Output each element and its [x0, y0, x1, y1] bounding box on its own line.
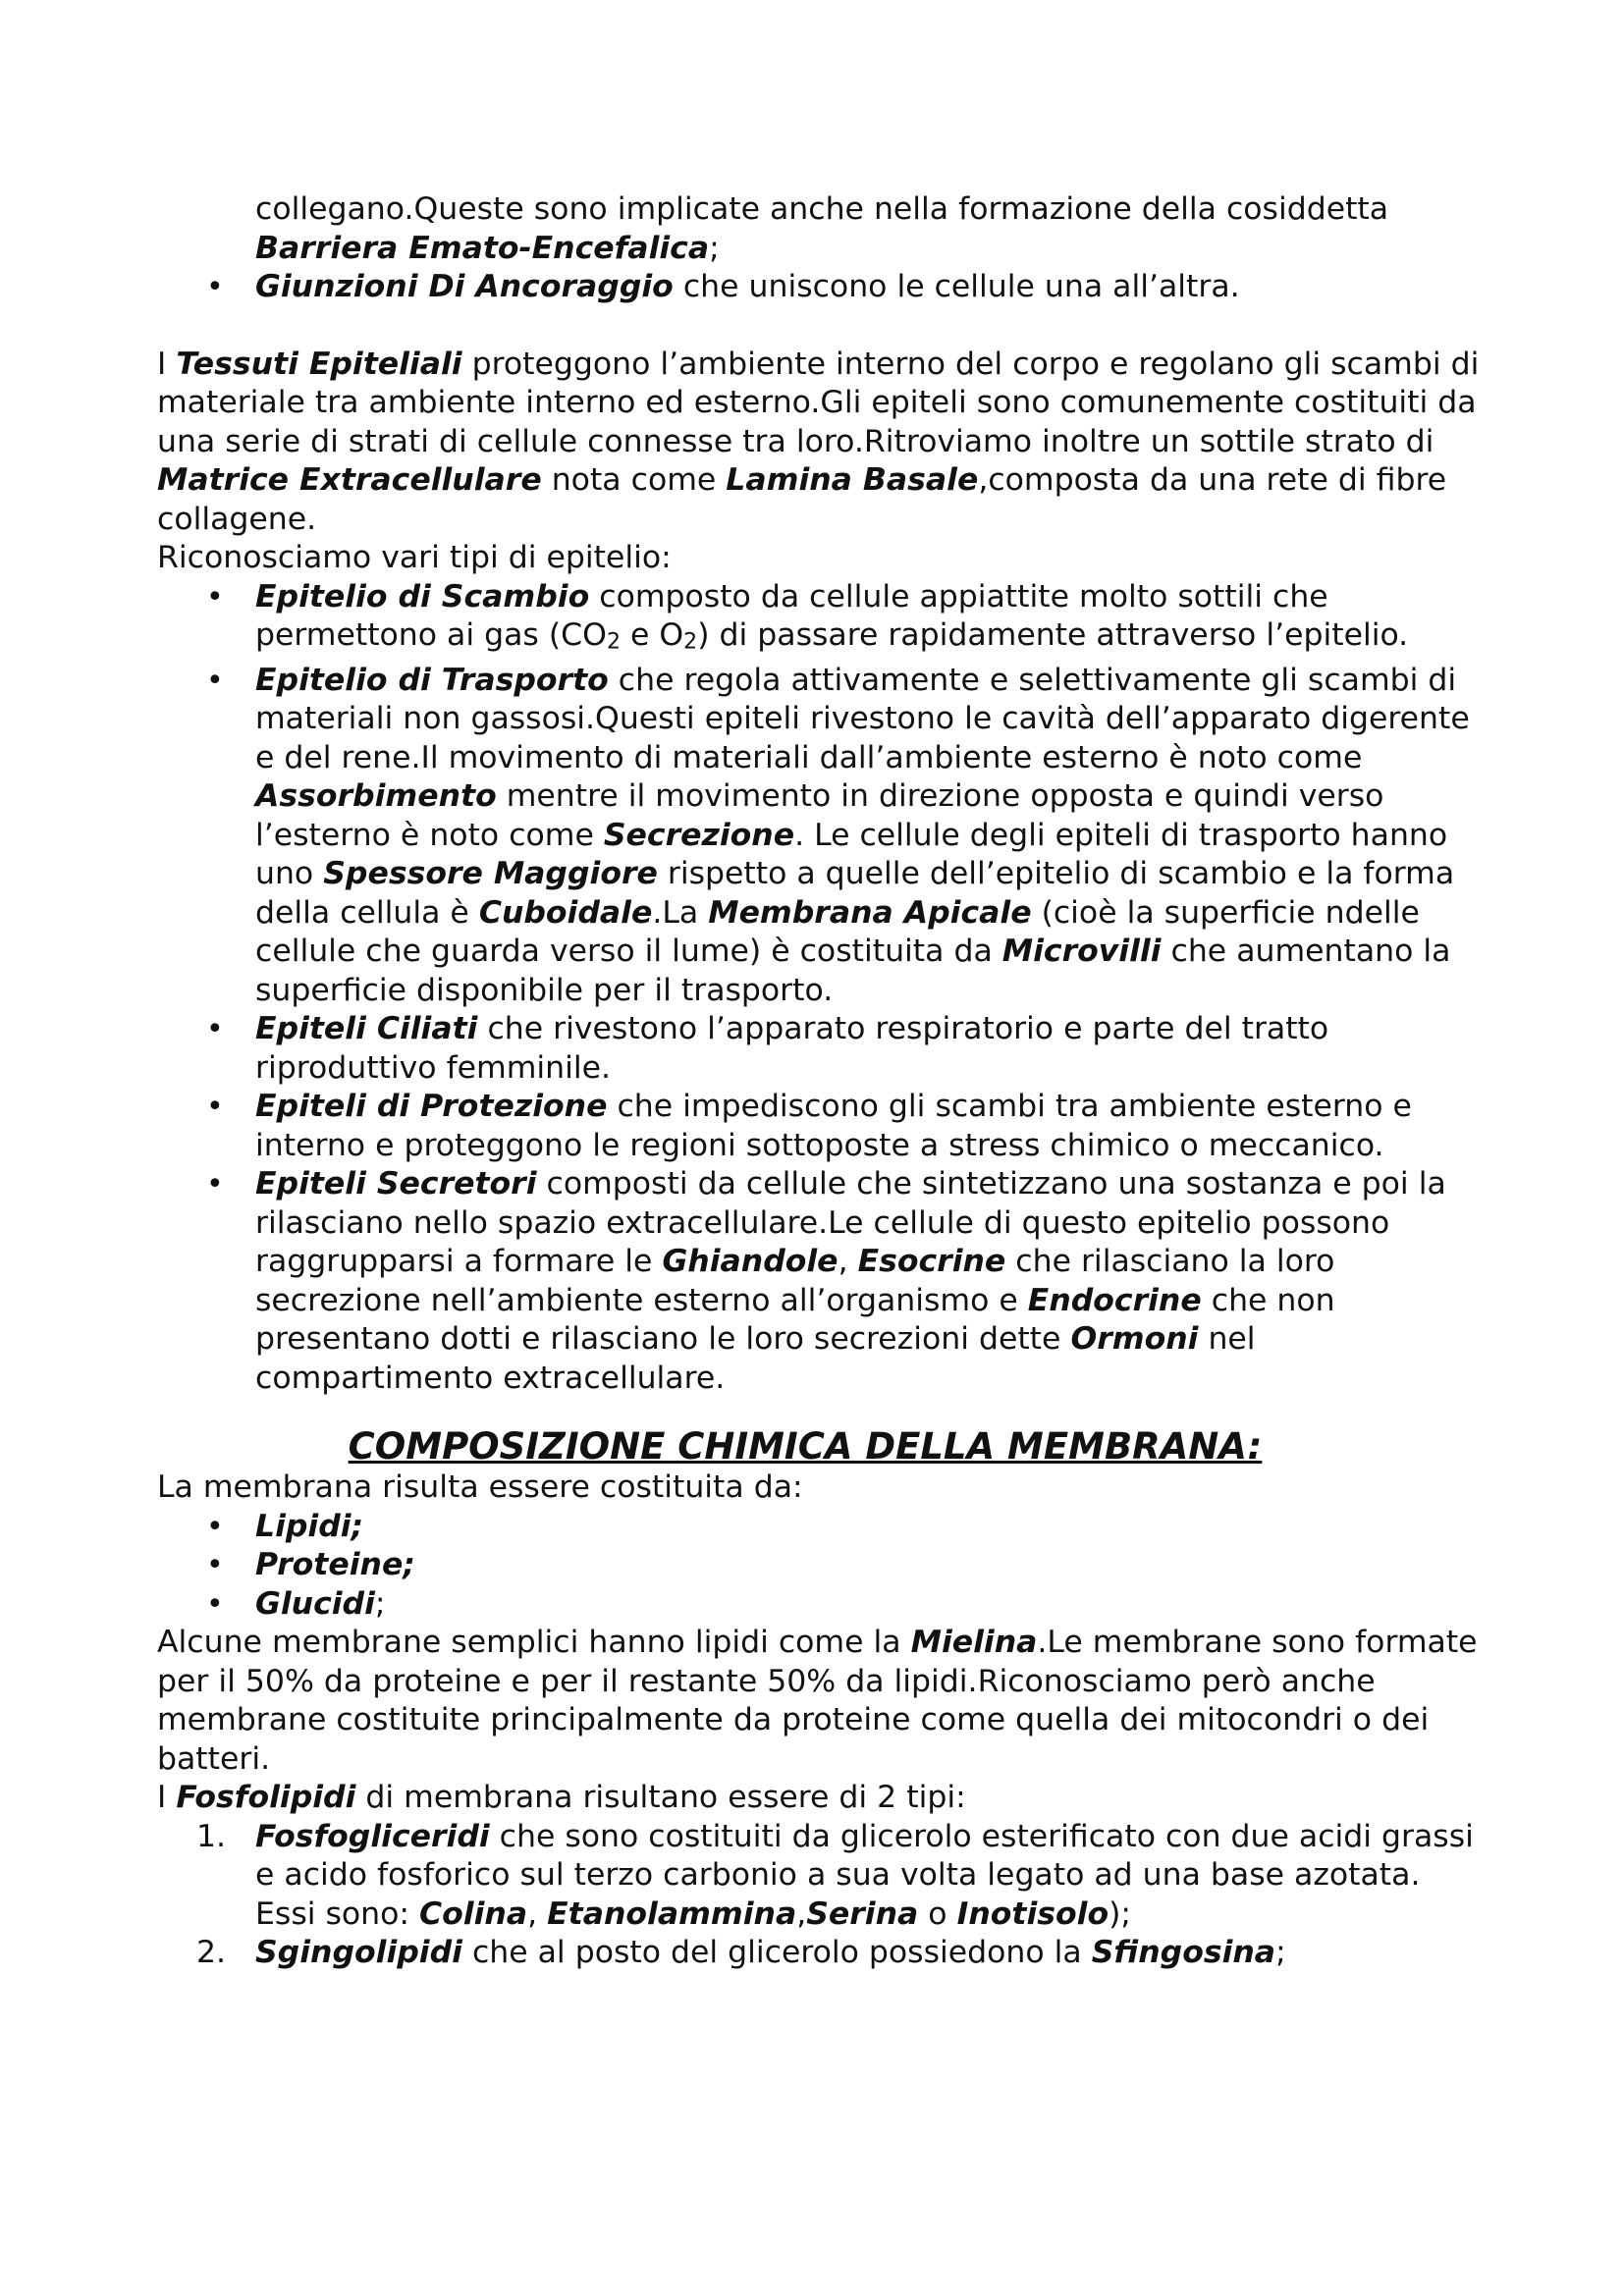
- term-colina: Colina: [419, 1896, 528, 1932]
- list-item-fosfogliceridi: 1. Fosfogliceridi che sono costituiti da glicerolo esterificato con due acidi grassi e acido fosforico sul terzo carbonio a sua volta legato ad una base azotata. Essi sono: Colina, Etanolammina,Serina o Inotisolo);: [196, 1818, 1474, 1932]
- term-secrezione: Secrezione: [603, 817, 795, 853]
- list-item-anchoring: [157, 268, 1492, 307]
- list-item-transport: • Epitelio di Trasporto che regola attivamente e selettivamente gli scambi di materiali non gassosi.Questi epiteli rivestono le cavità dell’apparato digerente e del rene.Il movimento di materiali dall’ambiente esterno è noto come Assorbimento mentre il movimento in direzione opposta e quindi verso l’esterno è noto come Secrezione. Le cellule degli epiteli di trasporto hanno uno Spessore Maggiore rispetto a quelle dell’epitelio di scambio e la forma della cellula è Cuboidale.La Membrana Apicale (cioè la superficie ndelle cellule che guarda verso il lume) è costituita da Microvilli che aumentano la superficie disponibile per il trasporto.: [157, 662, 1492, 1011]
- list-item-lipidi: • Lipidi;: [157, 1508, 1492, 1547]
- term-protezione: Epiteli di Protezione: [255, 1089, 608, 1125]
- phospholipid-types-list: [157, 1818, 1492, 1973]
- list-item-exchange: • Epitelio di Scambio composto da cellule appiattite molto sottili che permettono ai gas (CO2 e O2) di passare rapidamente attraverso l’epitelio.: [157, 578, 1492, 662]
- term-ghiandole: Ghiandole: [662, 1244, 839, 1280]
- term-assorbimento: Assorbimento: [255, 778, 497, 815]
- term-barriera: Barriera Emato-Encefalica: [255, 230, 710, 266]
- list-item-glucidi: • Glucidi;: [157, 1585, 1492, 1625]
- term-mielina: Mielina: [910, 1625, 1038, 1661]
- page-content: [157, 190, 1492, 1973]
- anchoring-text: che uniscono le cellule una all’altra.: [673, 269, 1240, 304]
- spacer: [157, 1398, 1492, 1425]
- term-lamina-basale: Lamina Basale: [726, 462, 979, 498]
- term-inotisolo: Inotisolo: [956, 1896, 1109, 1932]
- list-item-secretory: • Epiteli Secretori composti da cellule che sintetizzano una sostanza e poi la rilasciano nello spazio extracellulare.Le cellule di questo epitelio possono raggrupparsi a formare le Ghiandole, Esocrine che rilasciano la loro secrezione nell’ambiente esterno all’organismo e Endocrine che non presentano dotti e rilasciano le loro secrezioni dette Ormoni nel compartimento extracellulare.: [157, 1165, 1492, 1398]
- membrane-intro: La membrana risulta essere costituita da:: [157, 1469, 803, 1506]
- membrane-components-list: [157, 1508, 1492, 1625]
- term-trasporto: Epitelio di Trasporto: [255, 662, 609, 698]
- term-secretori: Epiteli Secretori: [255, 1166, 537, 1202]
- term-membrana-apicale: Membrana Apicale: [708, 894, 1032, 931]
- term-fosfogliceridi: Fosfogliceridi: [255, 1818, 490, 1854]
- section-heading: COMPOSIZIONE CHIMICA DELLA MEMBRANA:: [348, 1425, 1263, 1468]
- term-ancoraggio: Giunzioni Di Ancoraggio: [255, 269, 674, 304]
- epithelia-types-intro: Riconosciamo vari tipi di epitelio:: [157, 540, 672, 575]
- junctions-text: collegano.Queste sono implicate anche nella formazione della cosiddetta: [255, 191, 1389, 227]
- membrane-paragraph: Alcune membrane semplici hanno lipidi come la Mielina.Le membrane sono formate per il 50% da proteine e per il restante 50% da lipidi.Riconosciamo però anche membrane costituite principalmente da proteine come quella dei mitocondri o dei batteri.: [157, 1625, 1478, 1777]
- term-serina: Serina: [806, 1896, 919, 1932]
- phospholipids-intro: I Fosfolipidi di membrana risultano essere di 2 tipi:: [157, 1780, 966, 1816]
- junctions-continued: [157, 190, 1492, 268]
- term-fosfolipidi: Fosfolipidi: [176, 1780, 356, 1816]
- term-scambio: Epitelio di Scambio: [255, 578, 590, 614]
- term-sfingosina: Sfingosina: [1091, 1935, 1276, 1971]
- term-esocrine: Esocrine: [857, 1244, 1006, 1280]
- term-ormoni: Ormoni: [1070, 1321, 1199, 1358]
- epithelia-paragraph: I Tessuti Epiteliali proteggono l’ambiente interno del corpo e regolano gli scambi di materiale tra ambiente interno ed esterno.Gli epiteli sono comunemente costituiti da una serie di strati di cellule connesse tra loro.Ritroviamo inoltre un sottile strato di Matrice Extracellulare nota come Lamina Basale,composta da una rete di fibre collagene.: [157, 346, 1480, 537]
- term-sgingolipidi: Sgingolipidi: [255, 1935, 462, 1971]
- term-etanolammina: Etanolammina: [547, 1896, 797, 1932]
- list-item-protective: • Epiteli di Protezione che impediscono gli scambi tra ambiente esterno e interno e proteggono le regioni sottoposte a stress chimico o meccanico.: [157, 1088, 1492, 1165]
- term-matrice: Matrice Extracellulare: [157, 462, 542, 498]
- term-ciliati: Epiteli Ciliati: [255, 1011, 478, 1047]
- junctions-end: ;: [709, 230, 720, 266]
- list-item-sfingolipidi: 2. Sgingolipidi che al posto del glicerolo possiedono la Sfingosina;: [196, 1935, 1286, 1971]
- term-tessuti-epiteliali: Tessuti Epiteliali: [176, 346, 462, 382]
- list-item-ciliated: • Epiteli Ciliati che rivestono l’apparato respiratorio e parte del tratto riproduttivo femminile.: [157, 1010, 1492, 1088]
- term-cuboidale: Cuboidale: [478, 894, 653, 931]
- list-item-proteine: • Proteine;: [157, 1546, 1492, 1585]
- epithelia-types-list: [157, 578, 1492, 1399]
- term-spessore: Spessore Maggiore: [323, 856, 658, 892]
- term-microvilli: Microvilli: [1001, 934, 1162, 970]
- term-endocrine: Endocrine: [1027, 1282, 1202, 1318]
- anchoring-list: [157, 268, 1492, 307]
- spacer: [157, 307, 1492, 346]
